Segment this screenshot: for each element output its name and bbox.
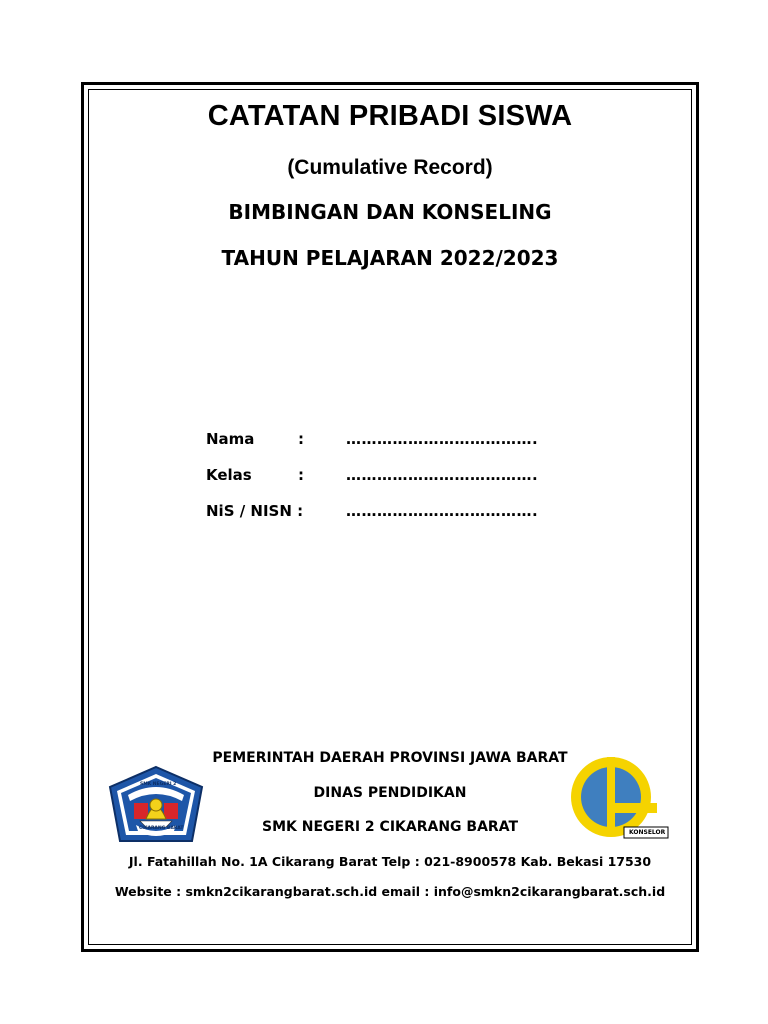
school-logo-text-top: SMK NEGERI 2 (140, 782, 177, 787)
name-colon: : (298, 430, 304, 448)
school-logo-text-bottom: CIKARANG BARAT (139, 826, 184, 831)
school-address: Jl. Fatahillah No. 1A Cikarang Barat Telp : 021-8900578 Kab. Bekasi 17530 (128, 854, 652, 869)
gov-heading: PEMERINTAH DAERAH PROVINSI JAWA BARAT (212, 750, 568, 766)
class-colon: : (298, 466, 304, 484)
class-value[interactable]: ………………………………. (346, 466, 539, 484)
school-contact: Website : smkn2cikarangbarat.sch.id email : info@smkn2cikarangbarat.sch.id (114, 884, 666, 899)
document-subtitle: (Cumulative Record) (287, 156, 493, 179)
counselor-logo-text: KONSELOR (629, 829, 666, 836)
document-title: CATATAN PRIBADI SISWA (207, 100, 573, 132)
academic-year-heading: TAHUN PELAJARAN 2022/2023 (221, 246, 559, 270)
department-heading: BIMBINGAN DAN KONSELING (228, 200, 552, 224)
nisn-label: NiS / NISN : (206, 502, 304, 520)
office-heading: DINAS PENDIDIKAN (313, 785, 467, 801)
name-label: Nama (206, 430, 255, 448)
class-label: Kelas (206, 466, 252, 484)
nisn-value[interactable]: ………………………………. (346, 502, 539, 520)
school-name: SMK NEGERI 2 CIKARANG BARAT (262, 819, 518, 835)
name-value[interactable]: ………………………………. (346, 430, 539, 448)
